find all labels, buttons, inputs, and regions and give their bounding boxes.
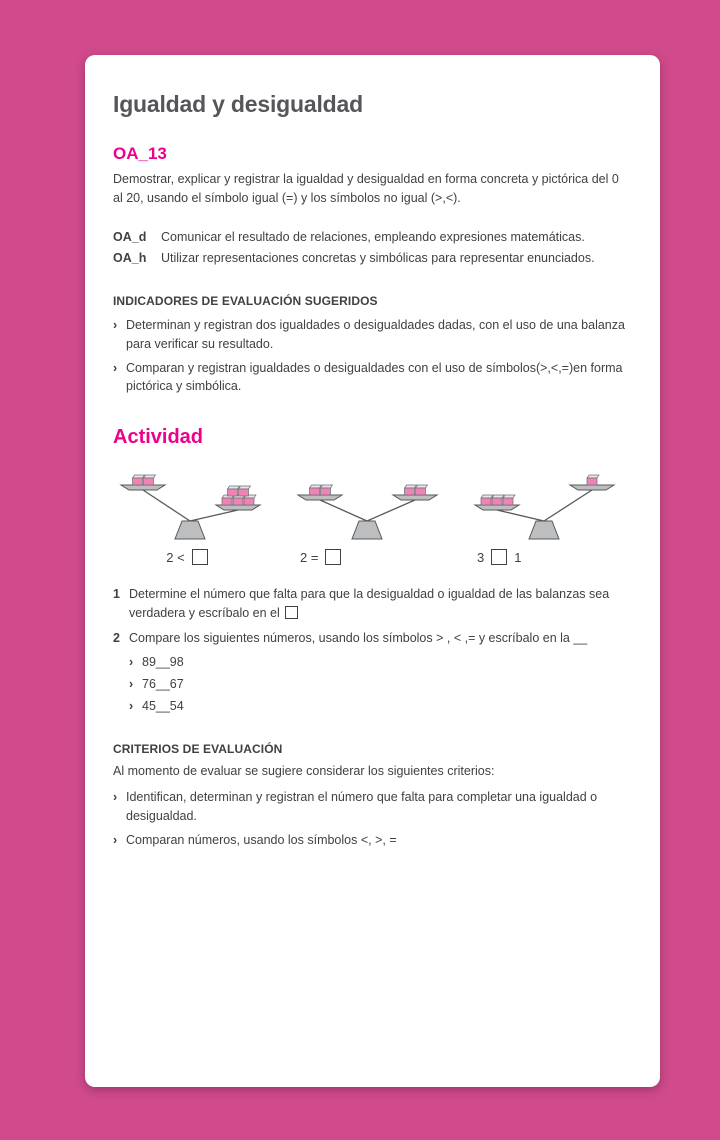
equation-1 <box>113 549 268 565</box>
bullet-marker: › <box>113 832 118 847</box>
list-item <box>113 359 625 397</box>
indicadores-list <box>113 316 625 396</box>
indicadores-heading: INDICADORES DE EVALUACIÓN SUGERIDOS <box>113 294 378 308</box>
bullet-marker: › <box>113 360 118 375</box>
list-item-text: Comparan y registran igualdades o desigualdades con el uso de símbolos(>,<,=)en forma pictórica y simbólica. <box>126 360 623 394</box>
oa13-heading: OA_13 <box>113 144 167 163</box>
equation-text: 1 <box>514 549 522 565</box>
balance-scale-icon <box>467 463 622 543</box>
instruction-text-content: Determine el número que falta para que la desigualdad o igualdad de las balanzas sea verdadera y escríbalo en el <box>129 587 610 620</box>
oa-item-label: OA_d <box>113 229 147 244</box>
oa-list <box>113 228 625 269</box>
instruction-1 <box>113 585 625 623</box>
criterios-intro: Al momento de evaluar se sugiere considerar los siguientes criterios: <box>113 763 495 778</box>
answer-box <box>491 549 507 565</box>
equation-2 <box>290 549 445 565</box>
comparison-item <box>129 675 625 694</box>
answer-box <box>285 606 298 619</box>
balance-1 <box>113 463 268 565</box>
answer-box <box>192 549 208 565</box>
list-item-text: Determinan y registran dos igualdades o desigualdades dadas, con el uso de una balanza para verificar su resultado. <box>126 318 625 351</box>
comparison-text: 76__67 <box>142 677 184 691</box>
bullet-marker: › <box>129 698 134 713</box>
oa-item-text: Utilizar representaciones concretas y simbólicas para representar enunciados. <box>161 251 595 266</box>
bullet-marker: › <box>113 790 118 805</box>
document-card <box>85 55 660 1087</box>
bullet-marker: › <box>129 655 134 670</box>
equation-text: 3 <box>477 549 485 565</box>
comparison-text: 89__98 <box>142 655 184 670</box>
comparison-item <box>129 697 625 716</box>
list-item-text: Comparan números, usando los símbolos <, >, = <box>126 832 397 847</box>
page-title: Igualdad y desigualdad <box>113 91 363 117</box>
actividad-heading: Actividad <box>113 426 204 448</box>
balance-illustrations <box>113 463 625 565</box>
list-item-text: Identifican, determinan y registran el número que falta para completar una igualdad o desigualdad. <box>126 790 598 823</box>
equation-3 <box>467 549 622 565</box>
oa13-description: Demostrar, explicar y registrar la igualdad y desigualdad en forma concreta y pictórica del 0 al 20, usando el símbolo igual (=) y los símbolos no igual (>,<). <box>113 172 619 205</box>
equation-text: 2 = <box>300 549 319 565</box>
instruction-number: 1 <box>113 587 120 601</box>
oa-item-text: Comunicar el resultado de relaciones, empleando expresiones matemáticas. <box>161 229 585 244</box>
equation-text: 2 < <box>166 549 185 565</box>
answer-box <box>325 549 341 565</box>
instruction-text <box>129 629 587 648</box>
comparison-item <box>129 653 625 672</box>
balance-3 <box>467 463 622 565</box>
oa-item-label: OA_h <box>113 251 147 266</box>
balance-scale-icon <box>290 463 445 543</box>
comparison-text: 45__54 <box>142 698 184 713</box>
instruction-text-content: Compare los siguientes números, usando los símbolos > , < ,= y escríbalo en la __ <box>129 630 588 645</box>
list-item <box>113 316 625 354</box>
balance-2 <box>290 463 445 565</box>
criterios-heading: CRITERIOS DE EVALUACIÓN <box>113 741 283 756</box>
instruction-number: 2 <box>113 630 120 645</box>
bullet-marker: › <box>129 677 134 691</box>
oa-item-d <box>113 228 625 247</box>
criterios-list <box>113 788 625 849</box>
instruction-text <box>129 585 625 623</box>
instruction-2 <box>113 629 625 648</box>
list-item <box>113 788 625 826</box>
oa-item-h <box>113 249 625 268</box>
bullet-marker: › <box>113 318 118 332</box>
instructions-list <box>113 585 625 716</box>
list-item <box>113 831 625 850</box>
balance-scale-icon <box>113 463 268 543</box>
comparison-list <box>129 653 625 715</box>
